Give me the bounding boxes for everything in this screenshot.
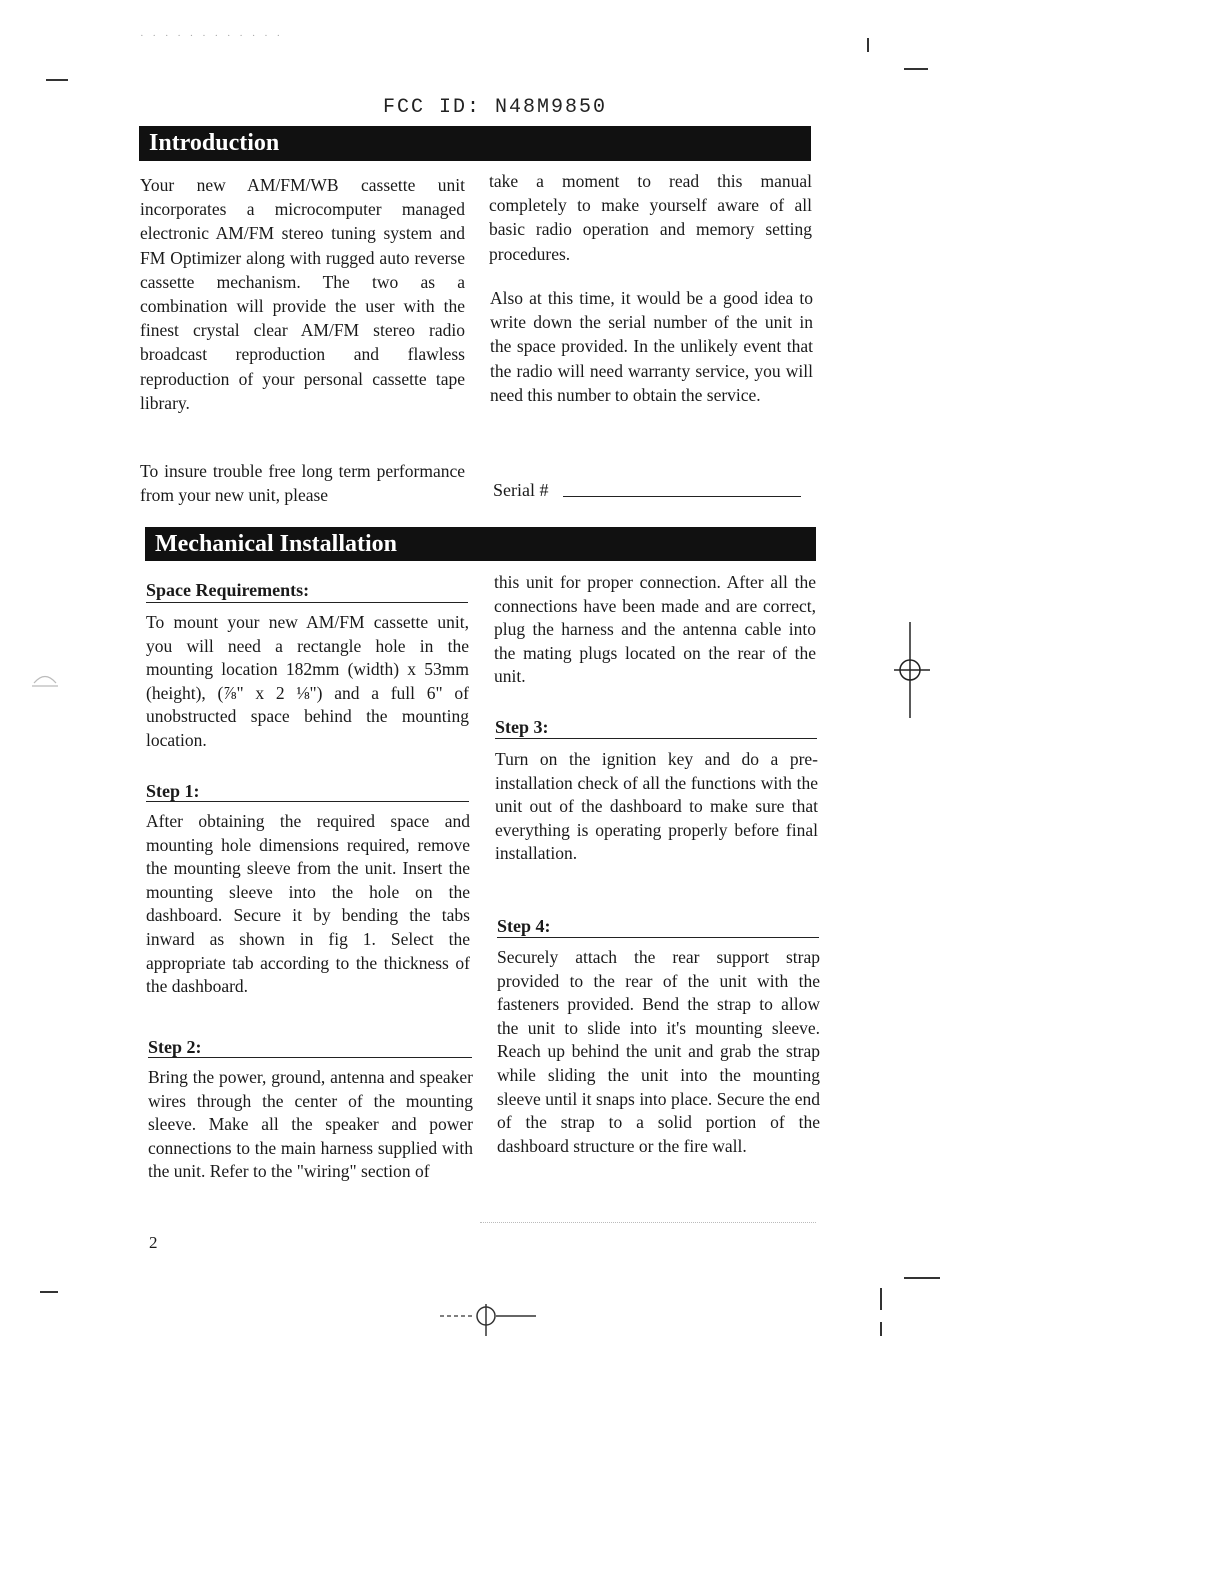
crop-mark [880, 1288, 882, 1310]
crop-mark [40, 1291, 58, 1293]
subheading-rule [495, 738, 817, 739]
intro-paragraph: To insure trouble free long term performance from your new unit, please [140, 461, 465, 506]
section-title: Mechanical Installation [155, 531, 398, 557]
body-paragraph: Securely attach the rear support strap provided to the rear of the unit with the fasteners provided. Bend the strap to allow the unit to slide into it's mounting sleeve. Reach up behind the unit and grab the strap while sliding the unit into the mounting sleeve until it snaps into place. Secure the end of the strap to a solid portion of the dashboard structure or the fire wall. [497, 947, 820, 1156]
subheading-space-requirements: Space Requirements: [146, 580, 310, 600]
intro-paragraph: Also at this time, it would be a good idea to write down the serial number of the unit in the space provided. In the unlikely event that the radio will need warranty service, you will need this number to obtain the service. [490, 288, 813, 405]
scan-artifact-text: · · · · · · · · · · · · [140, 30, 284, 42]
intro-paragraph: Your new AM/FM/WB cassette unit incorporates a microcomputer managed electronic AM/FM stereo tuning system and FM Optimizer along with rugged auto reverse cassette mechanism. The two as a combination will provide the user with the finest crystal clear AM/FM stereo radio broadcast reproduction and flawless reproduction of your personal cassette tape library. [140, 175, 465, 413]
crop-mark [904, 1277, 940, 1279]
body-paragraph: Turn on the ignition key and do a pre-installation check of all the functions with the unit out of the dashboard to make sure that everything is operating properly before final installation. [495, 749, 818, 864]
body-paragraph: Bring the power, ground, antenna and speaker wires through the center of the mounting sleeve. Make all the speaker and power connections to the main harness supplied with the unit. Refer to the "wiring" section of [148, 1067, 473, 1182]
subheading-step-4: Step 4: [497, 916, 551, 936]
subheading-step-2: Step 2: [148, 1037, 202, 1057]
page-number: 2 [149, 1233, 158, 1252]
intro-paragraph: take a moment to read this manual completely to make yourself aware of all basic radio operation and memory setting procedures. [489, 171, 812, 264]
subheading-rule [146, 801, 469, 802]
body-paragraph: After obtaining the required space and mounting hole dimensions required, remove the mounting sleeve from the unit. Insert the mounting sleeve into the hole on the dashboard. Secure it by bending the tabs inward as shown in fig 1. Select the appropriate tab according to the thickness of the dashboard. [146, 811, 470, 997]
section-title: Introduction [149, 130, 280, 156]
subheading-rule [148, 1057, 472, 1058]
scan-artifact-line [480, 1222, 816, 1223]
subheading-step-3: Step 3: [495, 717, 549, 737]
subheading-rule [146, 602, 468, 603]
crop-mark [867, 38, 869, 52]
fcc-id: FCC ID: N48M9850 [383, 96, 608, 119]
registration-mark-icon [30, 668, 60, 698]
serial-number-blank [563, 496, 801, 497]
registration-target-icon [890, 622, 934, 718]
subheading-step-1: Step 1: [146, 781, 200, 801]
section-header-introduction [139, 126, 811, 161]
registration-target-icon [440, 1300, 540, 1340]
crop-mark [880, 1322, 882, 1336]
serial-label: Serial # [493, 480, 549, 500]
crop-mark [904, 68, 928, 70]
subheading-rule [497, 937, 819, 938]
body-paragraph: To mount your new AM/FM cassette unit, you will need a rectangle hole in the mounting location 182mm (width) x 53mm (height), (⅞" x 2 ⅛") and a full 6" of unobstructed space behind the mounting location. [146, 612, 469, 750]
section-header-mechanical-installation [145, 527, 816, 561]
body-paragraph: this unit for proper connection. After all the connections have been made and are correct, plug the harness and the antenna cable into the mating plugs located on the rear of the unit. [494, 572, 816, 687]
crop-mark [46, 79, 68, 81]
